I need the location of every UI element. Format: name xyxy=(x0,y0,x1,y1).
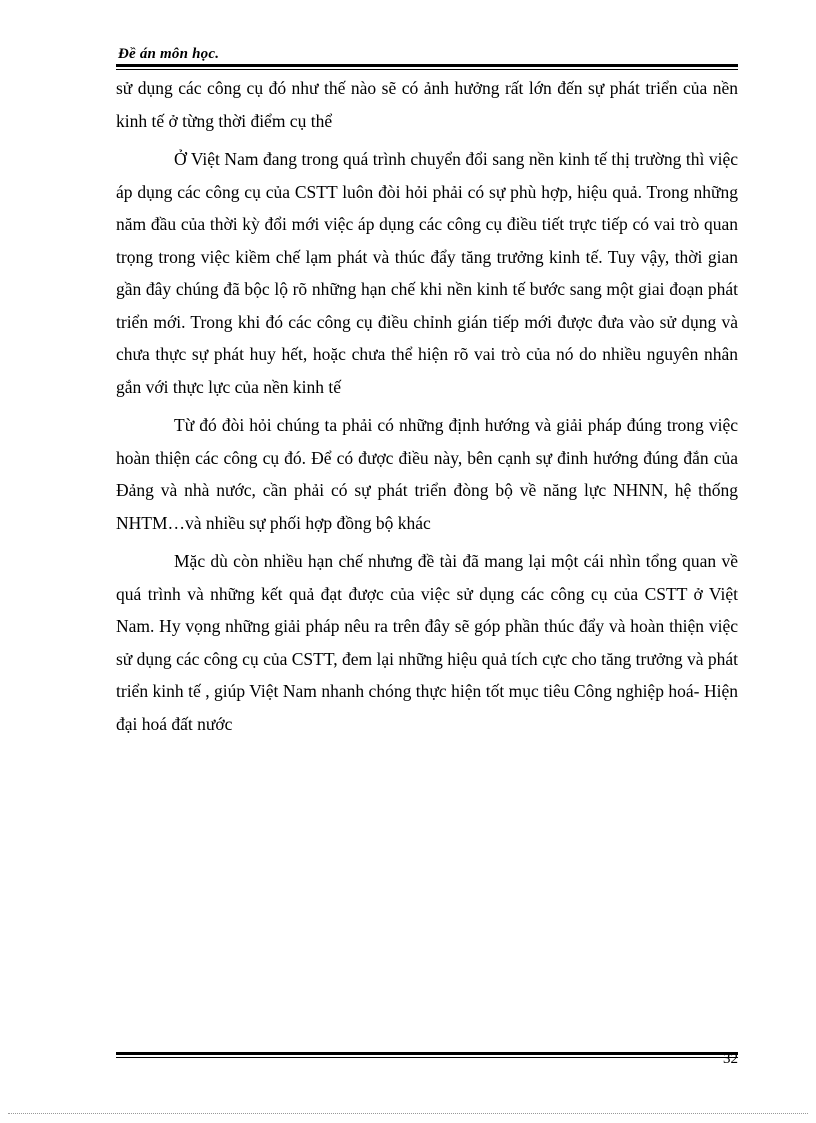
paragraph-continuation: sử dụng các công cụ đó như thế nào sẽ có ảnh hưởng rất lớn đến sự phát triển của nền kinh tế ở từng thời điểm cụ thể xyxy=(116,78,738,131)
page-number: 32 xyxy=(723,1051,738,1067)
page-edge-divider xyxy=(8,1113,808,1114)
header-rule-thin xyxy=(116,69,738,70)
header-rule-thick xyxy=(116,64,738,67)
footer-rule-thick xyxy=(116,1052,738,1055)
footer-rule-thin xyxy=(116,1057,738,1058)
header-title: Đề án môn học. xyxy=(118,46,220,62)
document-body xyxy=(116,72,738,740)
paragraph: Ở Việt Nam đang trong quá trình chuyển đổi sang nền kinh tế thị trường thì việc áp dụng các công cụ của CSTT luôn đòi hỏi phải có sự phù hợp, hiệu quả. Trong những năm đầu của thời kỳ đổi mới việc áp dụng các công cụ điều tiết trực tiếp có vai trò quan trọng trong việc kiềm chế lạm phát và thúc đẩy tăng trưởng kinh tế. Tuy vậy, thời gian gần đây chúng đã bộc lộ rõ những hạn chế khi nền kinh tế bước sang một giai đoạn phát triển mới. Trong khi đó các công cụ điều chỉnh gián tiếp mới được đưa vào sử dụng và chưa thực sự phát huy hết, hoặc chưa thể hiện rõ vai trò của nó do nhiều nguyên nhân gắn với thực lực của nền kinh tế xyxy=(116,149,738,397)
paragraph: Mặc dù còn nhiều hạn chế nhưng đề tài đã mang lại một cái nhìn tổng quan về quá trình và những kết quả đạt được của việc sử dụng các công cụ của CSTT ở Việt Nam. Hy vọng những giải pháp nêu ra trên đây sẽ góp phần thúc đẩy và hoàn thiện việc sử dụng các công cụ của CSTT, đem lại những hiệu quả tích cực cho tăng trưởng và phát triển kinh tế , giúp Việt Nam nhanh chóng thực hiện tốt mục tiêu Công nghiệp hoá- Hiện đại hoá đất nước xyxy=(116,551,738,734)
paragraph: Từ đó đòi hỏi chúng ta phải có những định hướng và giải pháp đúng trong việc hoàn thiện các công cụ đó. Để có được điều này, bên cạnh sự đinh hướng đúng đắn của Đảng và nhà nước, cần phải có sự phát triển đòng bộ về năng lực NHNN, hệ thống NHTM…và nhiều sự phối hợp đồng bộ khác xyxy=(116,415,738,533)
